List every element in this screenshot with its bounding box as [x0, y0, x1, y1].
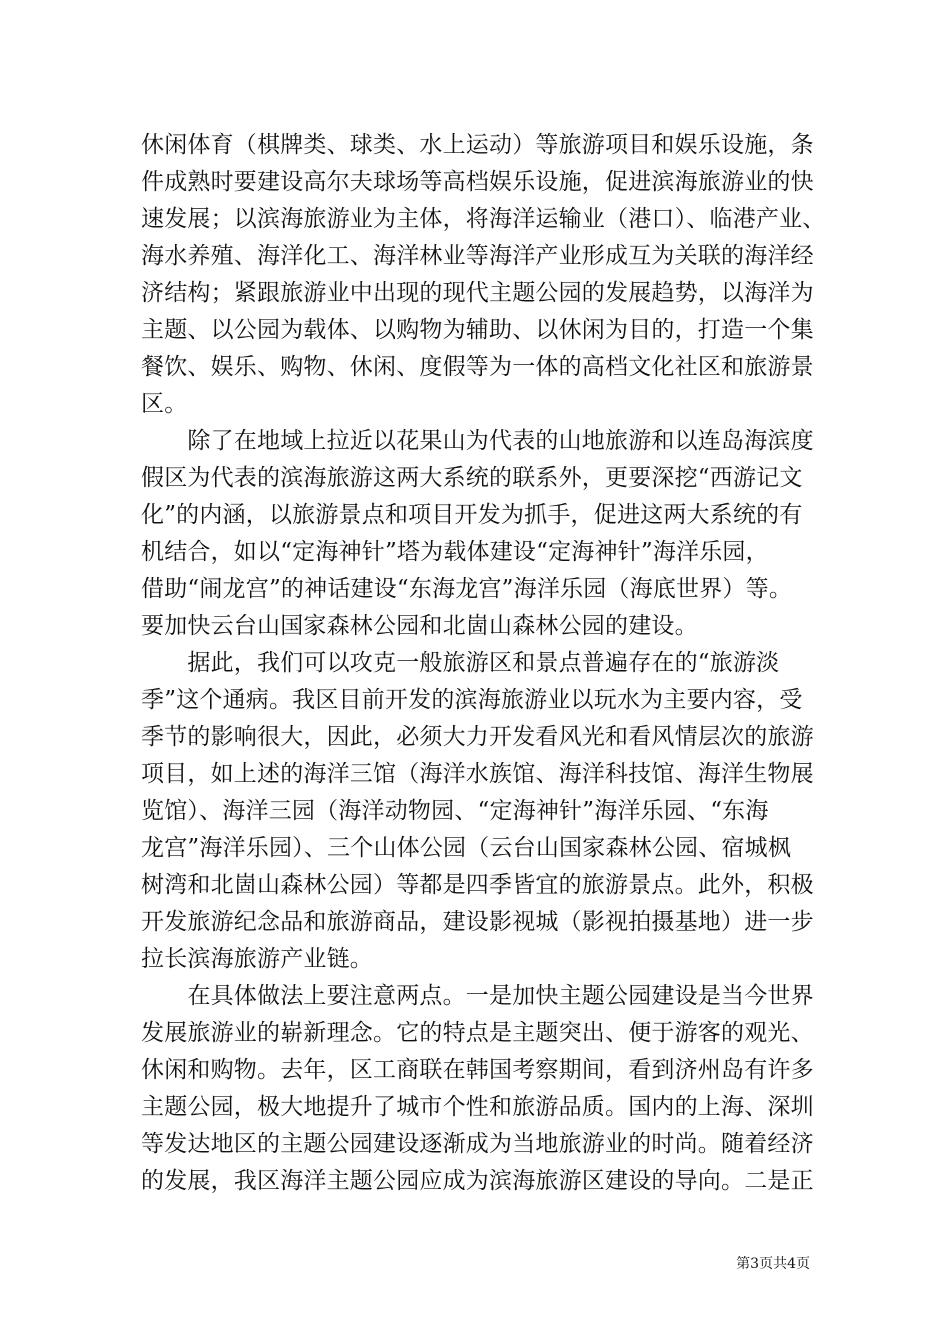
text-line: 机结合，如以“定海神针”塔为载体建设“定海神针”海洋乐园， — [141, 539, 769, 565]
text-line: 借助“闹龙宫”的神话建设“东海龙宫”海洋乐园（海底世界）等。 — [141, 576, 793, 602]
text-line: 在具体做法上要注意两点。一是加快主题公园建设是当今世界 — [141, 983, 814, 1009]
text-line: 区。 — [141, 391, 188, 417]
text-line: 主题、以公园为载体、以购物为辅助、以休闲为目的，打造一个集 — [141, 317, 814, 343]
text-line: 树湾和北崮山森林公园）等都是四季皆宜的旅游景点。此外，积极 — [141, 872, 814, 898]
text-line: 季节的影响很大，因此，必须大力开发看风光和看风情层次的旅游 — [141, 724, 814, 750]
text-line: 览馆）、海洋三园（海洋动物园、“定海神针”海洋乐园、“东海 — [141, 798, 769, 824]
text-line: 据此，我们可以攻克一般旅游区和景点普遍存在的“旅游淡 — [141, 650, 780, 676]
text-line: 件成熟时要建设高尔夫球场等高档娱乐设施，促进滨海旅游业的快 — [141, 169, 814, 195]
text-line: 化”的内涵，以旅游景点和项目开发为抓手，促进这两大系统的有 — [141, 502, 803, 528]
text-line: 速发展；以滨海旅游业为主体，将海洋运输业（港口）、临港产业、 — [141, 206, 826, 232]
text-line: 拉长滨海旅游产业链。 — [141, 946, 373, 972]
text-line: 季”这个通病。我区目前开发的滨海旅游业以玩水为主要内容，受 — [141, 687, 803, 713]
text-line: 除了在地域上拉近以花果山为代表的山地旅游和以连岛海滨度 — [141, 428, 814, 454]
text-line: 龙宫”海洋乐园）、三个山体公园（云台山国家森林公园、宿城枫 — [141, 835, 792, 861]
text-line: 等发达地区的主题公园建设逐渐成为当地旅游业的时尚。随着经济 — [141, 1131, 814, 1157]
text-line: 开发旅游纪念品和旅游商品，建设影视城（影视拍摄基地）进一步 — [141, 909, 814, 935]
text-line: 假区为代表的滨海旅游这两大系统的联系外，更要深挖“西游记文 — [141, 465, 803, 491]
text-line: 要加快云台山国家森林公园和北崮山森林公园的建设。 — [141, 613, 698, 639]
text-line: 海水养殖、海洋化工、海洋林业等海洋产业形成互为关联的海洋经 — [141, 243, 814, 269]
text-line: 休闲和购物。去年，区工商联在韩国考察期间，看到济州岛有许多 — [141, 1057, 814, 1083]
text-line: 休闲体育（棋牌类、球类、水上运动）等旅游项目和娱乐设施，条 — [141, 132, 814, 158]
text-line: 济结构；紧跟旅游业中出现的现代主题公园的发展趋势，以海洋为 — [141, 280, 814, 306]
text-line: 餐饮、娱乐、购物、休闲、度假等为一体的高档文化社区和旅游景 — [141, 354, 814, 380]
text-line: 主题公园，极大地提升了城市个性和旅游品质。国内的上海、深圳 — [141, 1094, 814, 1120]
page-number: 第3页共4页 — [736, 1256, 810, 1272]
text-line: 的发展，我区海洋主题公园应成为滨海旅游区建设的导向。二是正 — [141, 1168, 814, 1194]
text-line: 发展旅游业的崭新理念。它的特点是主题突出、便于游客的观光、 — [141, 1020, 814, 1046]
text-line: 项目，如上述的海洋三馆（海洋水族馆、海洋科技馆、海洋生物展 — [141, 761, 814, 787]
